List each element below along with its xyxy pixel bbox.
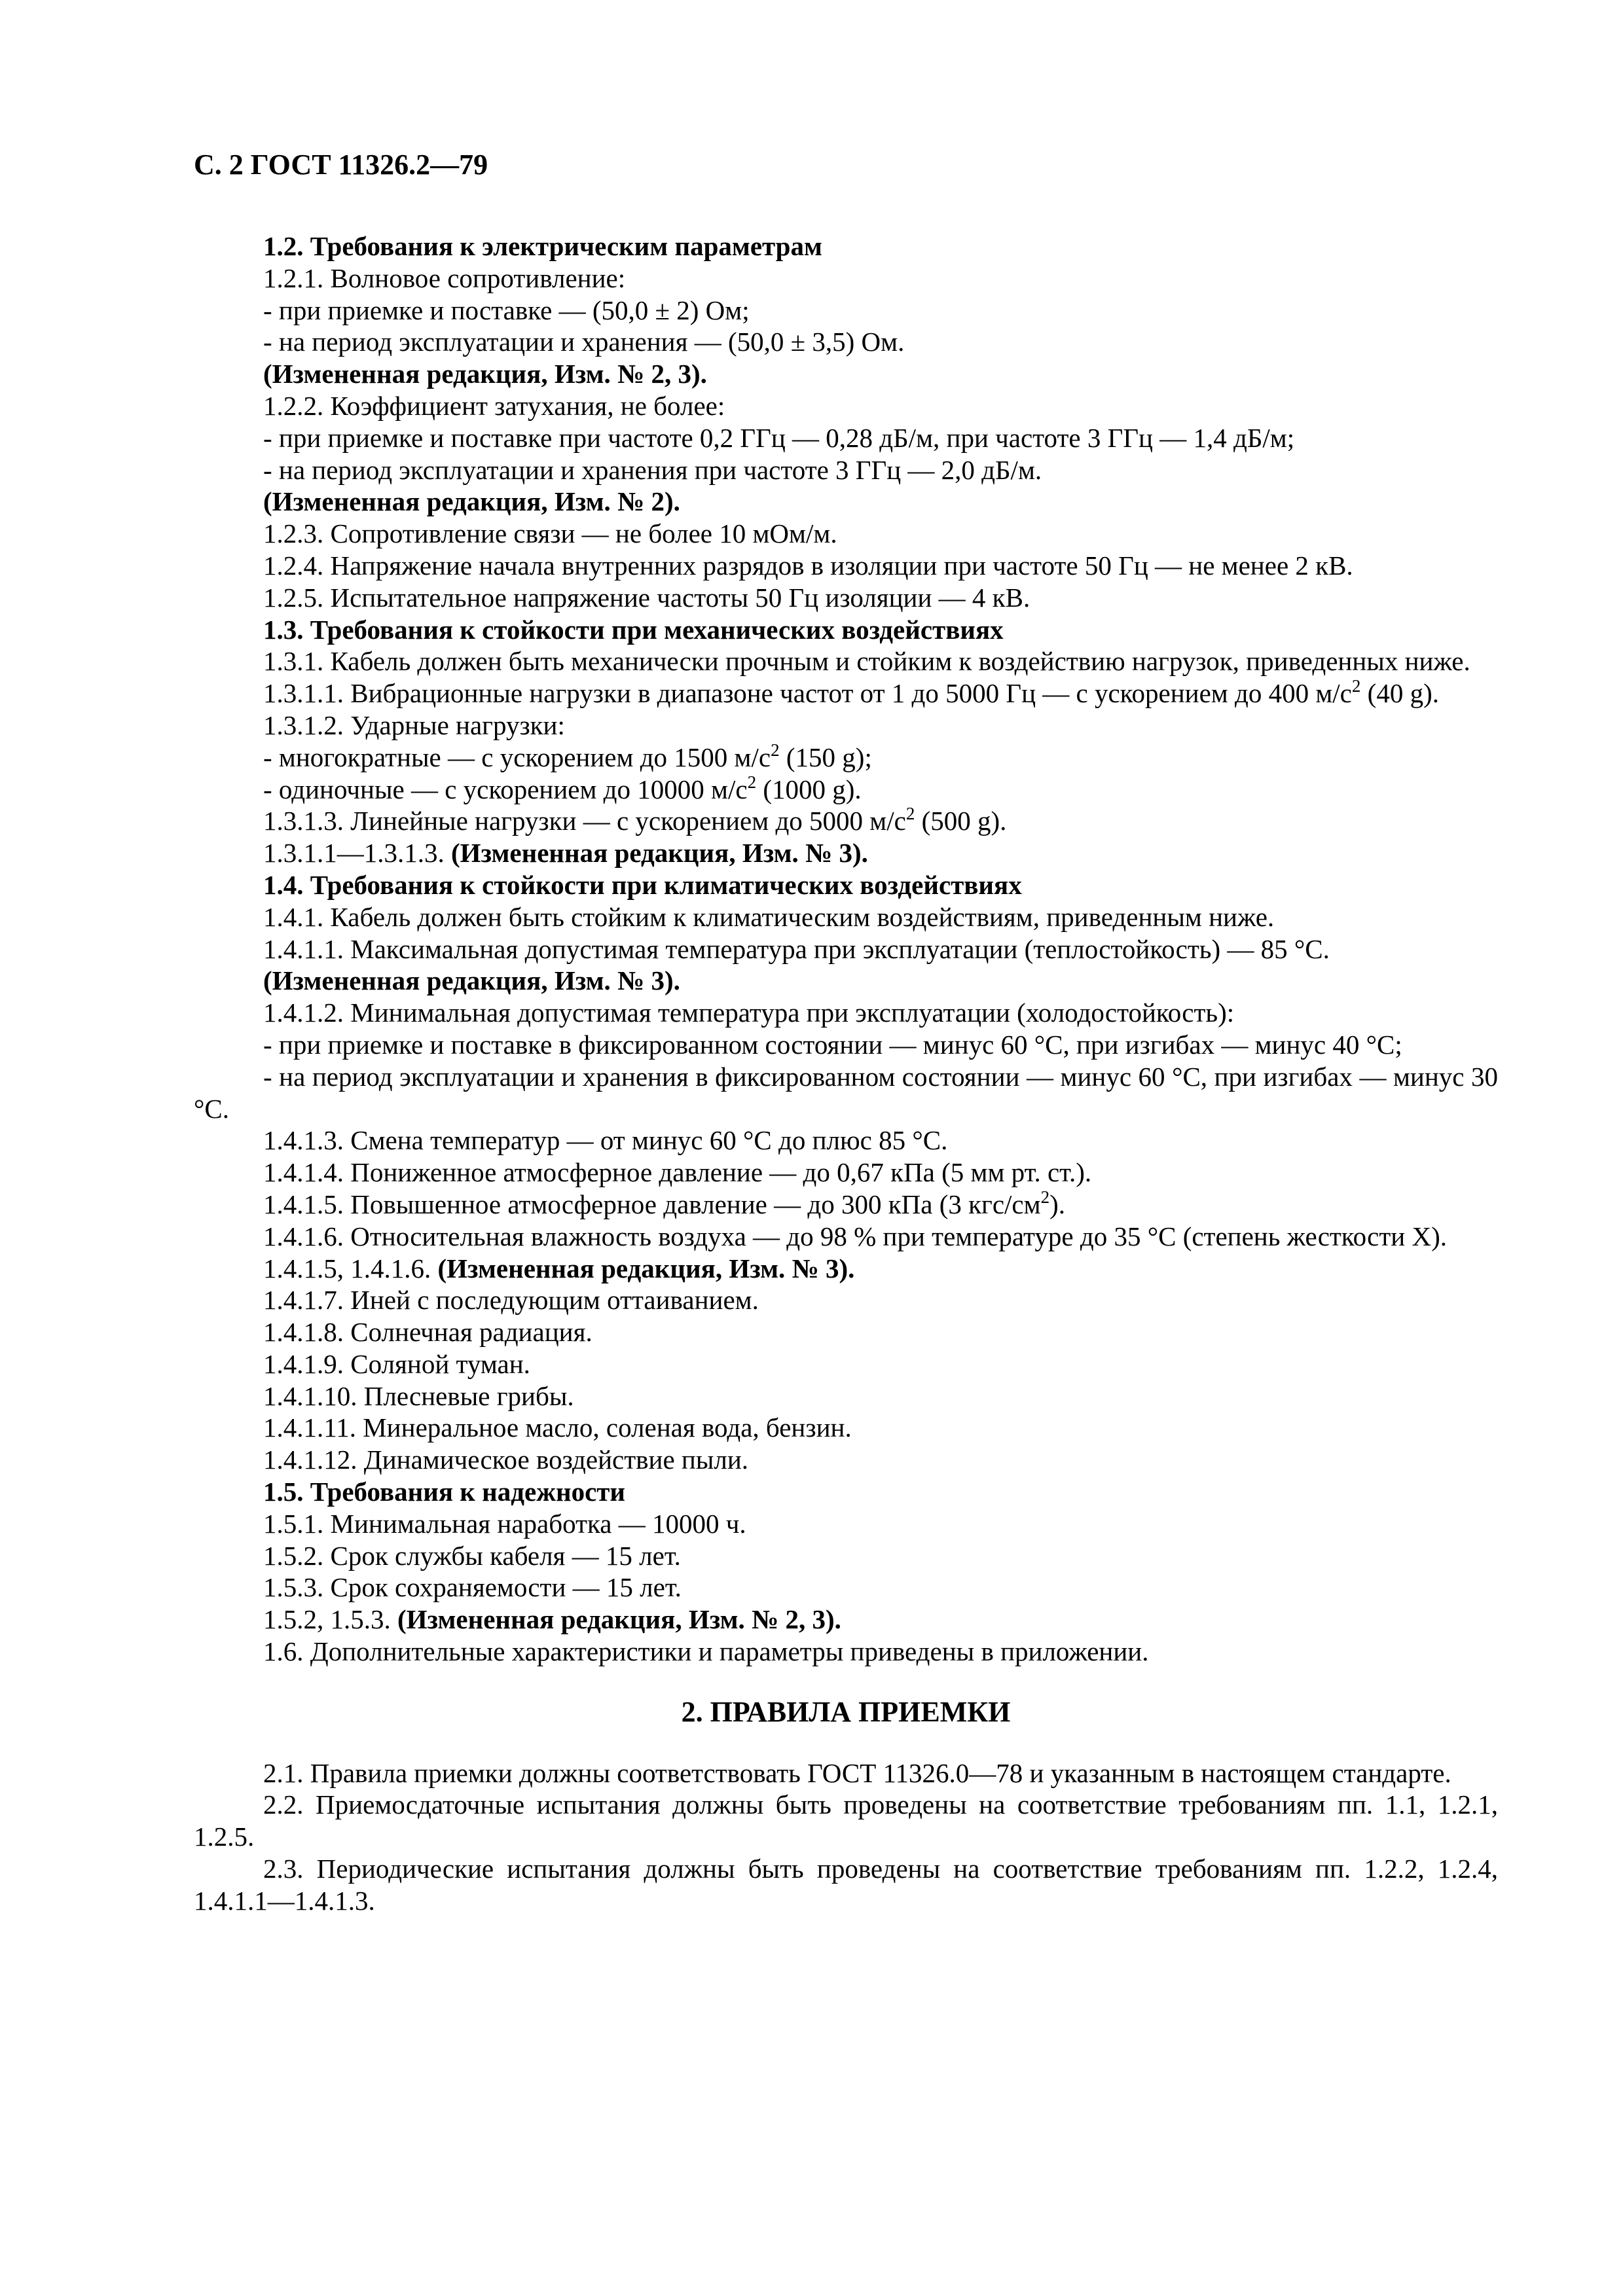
list-item: - на период эксплуатации и хранения при частоте 3 ГГц — 2,0 дБ/м.: [263, 454, 1042, 485]
list-item: - на период эксплуатации и хранения в фиксированном состоянии — минус 60 °С, при изгибах — минус 30 °С.: [194, 1061, 1498, 1124]
amendment-line: 1.4.1.5, 1.4.1.6. (Измененная редакция, Изм. № 3).: [263, 1253, 855, 1283]
item-1-2-1: 1.2.1. Волновое сопротивление:: [263, 262, 626, 293]
item-1-4-1-10: 1.4.1.10. Плесневые грибы.: [263, 1380, 574, 1411]
list-item: - при приемке и поставке в фиксированном состоянии — минус 60 °С, при изгибах — минус 40 °С;: [263, 1029, 1402, 1060]
list-item: - при приемке и поставке — (50,0 ± 2) Ом;: [263, 295, 750, 325]
item-2-3: 2.3. Периодические испытания должны быть проведены на соответствие требованиям пп. 1.2.2, 1.2.4, 1.4.1.1—1.4.1.3.: [194, 1854, 1498, 1916]
item-1-4-1-3: 1.4.1.3. Смена температур — от минус 60 °С до плюс 85 °С.: [263, 1125, 948, 1156]
superscript: 2: [1040, 1187, 1050, 1207]
superscript: 2: [747, 772, 757, 792]
list-item: - при приемке и поставке при частоте 0,2 ГГц — 0,28 дБ/м, при частоте 3 ГГц — 1,4 дБ/м;: [263, 422, 1295, 453]
list-item: - на период эксплуатации и хранения — (50,0 ± 3,5) Ом.: [263, 327, 905, 357]
item-1-6: 1.6. Дополнительные характеристики и параметры приведены в приложении.: [263, 1636, 1149, 1667]
item-1-2-3: 1.2.3. Сопротивление связи — не более 10 мОм/м.: [263, 518, 837, 549]
item-2-2: 2.2. Приемосдаточные испытания должны быть проведены на соответствие требованиям пп. 1.1, 1.2.1, 1.2.5.: [194, 1789, 1498, 1852]
heading-1-5: 1.5. Требования к надежности: [263, 1477, 626, 1507]
heading-1-2: 1.2. Требования к электрическим параметрам: [263, 231, 822, 261]
item-1-2-4: 1.2.4. Напряжение начала внутренних разрядов в изоляции при частоте 50 Гц — не менее 2 кВ.: [263, 550, 1353, 581]
item-1-5-3: 1.5.3. Срок сохраняемости — 15 лет.: [263, 1572, 682, 1603]
amendment-line: 1.5.2, 1.5.3. (Измененная редакция, Изм. № 2, 3).: [263, 1604, 841, 1635]
item-1-3-1: 1.3.1. Кабель должен быть механически прочным и стойким к воздействию нагрузок, приведенных ниже.: [263, 646, 1470, 677]
superscript: 2: [905, 804, 915, 824]
item-1-4-1-5: 1.4.1.5. Повышенное атмосферное давление — до 300 кПа (3 кгс/$см^2$).: [263, 1187, 1065, 1219]
amendment-note: (Измененная редакция, Изм. № 2, 3).: [263, 359, 707, 389]
item-1-4-1-7: 1.4.1.7. Иней с последующим оттаиванием.: [263, 1285, 759, 1316]
section-title: 2. ПРАВИЛА ПРИЕМКИ: [681, 1695, 1011, 1728]
item-1-4-1-11: 1.4.1.11. Минеральное масло, соленая вода, бензин.: [263, 1412, 852, 1443]
item-1-4-1-6: 1.4.1.6. Относительная влажность воздуха — до 98 % при температуре до 35 °С (степень жесткости X).: [263, 1221, 1447, 1251]
document-body: [194, 230, 1498, 1917]
heading-1-3: 1.3. Требования к стойкости при механических воздействиях: [263, 614, 1004, 645]
item-1-4-1-8: 1.4.1.8. Солнечная радиация.: [263, 1317, 593, 1348]
item-1-3-1-1: 1.3.1.1. Вибрационные нагрузки в диапазоне частот от 1 до 5000 Гц — с ускорением до 400 $м/с^2$ (40 g).: [263, 675, 1439, 709]
superscript: 2: [1351, 675, 1361, 696]
item-2-1: 2.1. Правила приемки должны соответствовать ГОСТ 11326.0—78 и указанным в настоящем стандарте.: [263, 1757, 1451, 1788]
item-1-3-1-3: 1.3.1.3. Линейные нагрузки — с ускорением до 5000 $м/с^2$ (500 g).: [263, 804, 1007, 836]
list-item: - одиночные — с ускорением до 10000 $м/с^2$ (1000 g).: [263, 772, 862, 804]
amendment-note: (Измененная редакция, Изм. № 3).: [263, 965, 680, 996]
item-1-4-1-2: 1.4.1.2. Минимальная допустимая температура при эксплуатации (холодостойкость):: [263, 997, 1235, 1028]
item-1-4-1-9: 1.4.1.9. Соляной туман.: [263, 1348, 530, 1379]
item-1-2-5: 1.2.5. Испытательное напряжение частоты 50 Гц изоляции — 4 кВ.: [263, 582, 1030, 613]
item-1-4-1-4: 1.4.1.4. Пониженное атмосферное давление — до 0,67 кПа (5 мм рт. ст.).: [263, 1157, 1092, 1188]
list-item: - многократные — с ускорением до 1500 $м/с^2$ (150 g);: [263, 740, 872, 772]
item-1-5-2: 1.5.2. Срок службы кабеля — 15 лет.: [263, 1540, 681, 1571]
item-1-4-1: 1.4.1. Кабель должен быть стойким к климатическим воздействиям, приведенным ниже.: [263, 901, 1275, 932]
superscript: 2: [771, 740, 780, 760]
page-header: С. 2 ГОСТ 11326.2—79: [194, 149, 488, 181]
amendment-line: 1.3.1.1—1.3.1.3. (Измененная редакция, Изм. № 3).: [263, 838, 868, 869]
item-1-4-1-1: 1.4.1.1. Максимальная допустимая температура при эксплуатации (теплостойкость) — 85 °С.: [263, 933, 1330, 964]
item-1-4-1-12: 1.4.1.12. Динамическое воздействие пыли.: [263, 1444, 749, 1475]
item-1-2-2: 1.2.2. Коэффициент затухания, не более:: [263, 390, 725, 421]
item-1-3-1-2: 1.3.1.2. Ударные нагрузки:: [263, 709, 565, 740]
item-1-5-1: 1.5.1. Минимальная наработка — 10000 ч.: [263, 1508, 746, 1539]
amendment-note: (Измененная редакция, Изм. № 2).: [263, 486, 680, 517]
heading-1-4: 1.4. Требования к стойкости при климатических воздействиях: [263, 869, 1022, 900]
